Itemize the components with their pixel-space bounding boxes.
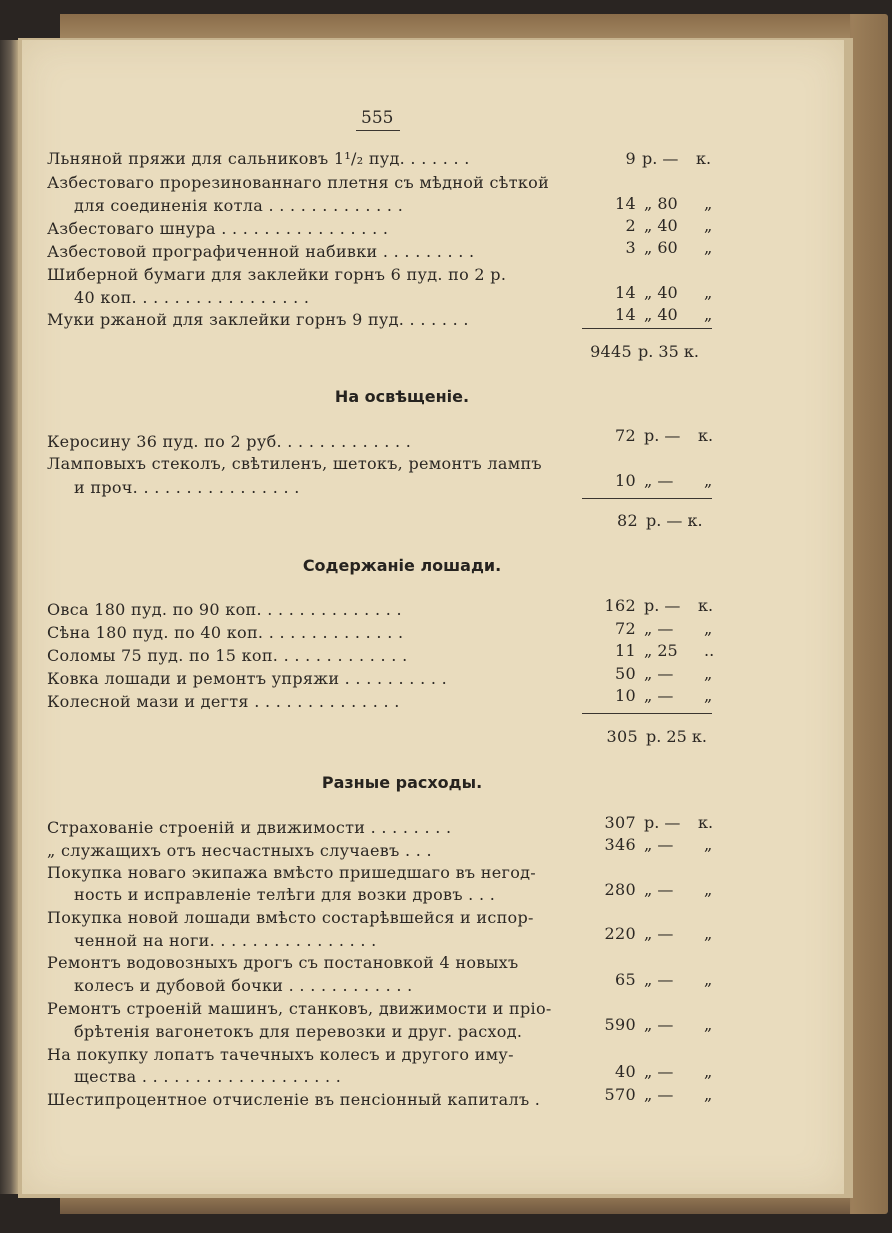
row-end: к. (696, 149, 712, 168)
row-sep: „ — (644, 924, 674, 943)
row-sep: „ — (644, 970, 674, 989)
row-amount: 280 (604, 880, 636, 899)
row-end: „ (704, 283, 713, 302)
row-sep: „ — (644, 664, 674, 683)
row-sep: р. — (644, 426, 681, 445)
row-end: „ (704, 194, 713, 213)
row-amount: 590 (604, 1015, 636, 1034)
total-rule (582, 713, 712, 714)
row-amount: 50 (615, 664, 636, 683)
row-end: „ (704, 686, 713, 705)
row-text: Овса 180 пуд. по 90 коп. . . . . . . . . . . . . . (47, 600, 402, 619)
section-heading: Содержаніе лошади. (302, 556, 502, 575)
row-text: для соединенія котла . . . . . . . . . . . . . (74, 196, 404, 215)
page-number-rule (356, 130, 400, 131)
total-rest: р. 25 к. (646, 727, 707, 746)
row-end: „ (704, 619, 713, 638)
row-sep: „ — (644, 880, 674, 899)
row-text: ченной на ноги. . . . . . . . . . . . . . . . (74, 931, 377, 950)
row-amount: 72 (615, 619, 636, 638)
row-sep: „ — (644, 1062, 674, 1081)
book-spine-strip (0, 40, 18, 1194)
row-text: Колесной мази и дегтя . . . . . . . . . . . . . . (47, 692, 400, 711)
row-end: „ (704, 1015, 713, 1034)
document-page (22, 40, 844, 1194)
row-sep: „ 40 (644, 216, 678, 235)
row-amount: 65 (615, 970, 636, 989)
row-text: ность и исправленіе телѣги для возки дровъ . . . (74, 885, 496, 904)
row-text: Керосину 36 пуд. по 2 руб. . . . . . . . . . . . . (47, 432, 412, 451)
row-text: Ремонтъ строеній машинъ, станковъ, движимости и пріо- (47, 999, 552, 1018)
row-text: Ламповыхъ стеколъ, свѣтиленъ, шетокъ, ремонтъ лампъ (47, 454, 542, 473)
row-sep: р. — (642, 149, 679, 168)
row-amount: 346 (604, 835, 636, 854)
row-amount: 570 (604, 1085, 636, 1104)
total-amount: 305 (606, 727, 638, 746)
row-amount: 10 (615, 471, 636, 490)
row-sep: „ — (644, 686, 674, 705)
row-amount: 162 (604, 596, 636, 615)
row-amount: 40 (615, 1062, 636, 1081)
row-end: „ (704, 471, 713, 490)
row-text: Муки ржаной для заклейки горнъ 9 пуд. . . . . . . (47, 310, 469, 329)
row-text: щества . . . . . . . . . . . . . . . . . . . (74, 1067, 342, 1086)
row-text: Азбестовой прографиченной набивки . . . . . . . . . (47, 242, 475, 261)
row-amount: 72 (615, 426, 636, 445)
row-amount: 10 (615, 686, 636, 705)
row-text: Льняной пряжи для сальниковъ 1¹/₂ пуд. . . . . . . (47, 149, 470, 168)
row-end: „ (704, 880, 713, 899)
page-number: 555 (361, 108, 394, 128)
row-amount: 14 (615, 305, 636, 324)
row-end: „ (704, 835, 713, 854)
row-sep: р. — (644, 813, 681, 832)
row-text: Покупка новой лошади вмѣсто состарѣвшейся и испор- (47, 908, 534, 927)
total-amount: 82 (617, 511, 638, 530)
row-amount: 11 (615, 641, 636, 660)
row-sep: „ 60 (644, 238, 678, 257)
row-end: к. (698, 426, 714, 445)
row-text: Страхованіе строеній и движимости . . . . . . . . (47, 818, 452, 837)
row-end: к. (698, 596, 714, 615)
row-end: .. (704, 641, 715, 660)
row-amount: 220 (604, 924, 636, 943)
row-amount: 14 (615, 283, 636, 302)
row-text: Сѣна 180 пуд. по 40 коп. . . . . . . . . . . . . . (47, 623, 404, 642)
total-rest: р. — к. (646, 511, 703, 530)
row-end: „ (704, 1062, 713, 1081)
row-end: „ (704, 305, 713, 324)
row-text: брѣтенія вагонетокъ для перевозки и друг. расход. (74, 1022, 523, 1041)
row-text: Шестипроцентное отчисленіе въ пенсіонный капиталъ . (47, 1090, 541, 1109)
row-text: Ковка лошади и ремонтъ упряжи . . . . . . . . . . (47, 669, 447, 688)
row-amount: 3 (625, 238, 636, 257)
row-end: „ (704, 238, 713, 257)
row-sep: р. — (644, 596, 681, 615)
row-end: „ (704, 216, 713, 235)
row-text: Покупка новаго экипажа вмѣсто пришедшаго въ негод- (47, 863, 536, 882)
row-end: „ (704, 970, 713, 989)
row-amount: 9 (625, 149, 636, 168)
row-text: Ремонтъ водовозныхъ дрогъ съ постановкой 4 новыхъ (47, 953, 519, 972)
total-rest: р. 35 к. (638, 342, 699, 361)
row-sep: „ 80 (644, 194, 678, 213)
row-text: Соломы 75 пуд. по 15 коп. . . . . . . . . . . . . (47, 646, 408, 665)
row-end: „ (704, 924, 713, 943)
row-text: „ служащихъ отъ несчастныхъ случаевъ . . . (47, 841, 432, 860)
row-text: колесъ и дубовой бочки . . . . . . . . . . . . (74, 976, 413, 995)
row-text: Шиберной бумаги для заклейки горнъ 6 пуд. по 2 р. (47, 265, 507, 284)
total-rule (582, 498, 712, 499)
row-sep: „ — (644, 835, 674, 854)
row-amount: 14 (615, 194, 636, 213)
total-amount: 9445 (590, 342, 632, 361)
book-cover-top (60, 14, 850, 38)
row-text: Азбестоваго шнура . . . . . . . . . . . . . . . . (47, 219, 389, 238)
row-text: Азбестоваго прорезинованнаго плетня съ мѣдной сѣткой (47, 173, 550, 192)
row-end: „ (704, 1085, 713, 1104)
row-amount: 307 (604, 813, 636, 832)
row-sep: „ — (644, 471, 674, 490)
row-text: 40 коп. . . . . . . . . . . . . . . . . (74, 288, 310, 307)
section-heading: Разные расходы. (321, 773, 483, 792)
row-sep: „ — (644, 1085, 674, 1104)
row-text: На покупку лопатъ тачечныхъ колесъ и другого иму- (47, 1045, 514, 1064)
row-end: к. (698, 813, 714, 832)
row-amount: 2 (625, 216, 636, 235)
row-sep: „ — (644, 619, 674, 638)
row-sep: „ 25 (644, 641, 678, 660)
row-sep: „ 40 (644, 305, 678, 324)
section-heading: На освѣщеніе. (334, 387, 470, 406)
total-rule (582, 328, 712, 329)
row-end: „ (704, 664, 713, 683)
row-sep: „ 40 (644, 283, 678, 302)
row-sep: „ — (644, 1015, 674, 1034)
row-text: и проч. . . . . . . . . . . . . . . . (74, 478, 300, 497)
